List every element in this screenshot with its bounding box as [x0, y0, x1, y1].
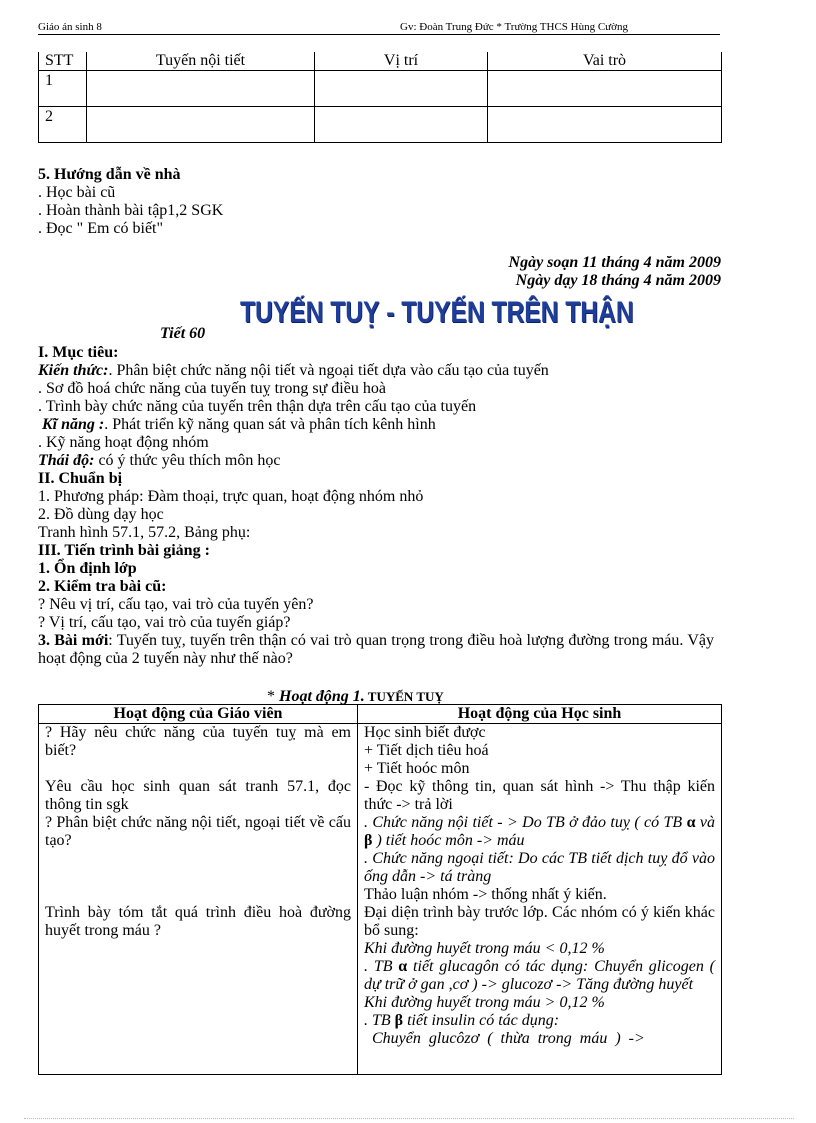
attitude-label: Thái độ:: [38, 452, 95, 469]
prep-item: Tranh hình 57.1, 57.2, Bảng phụ:: [38, 524, 251, 541]
alpha-symbol: α: [686, 814, 696, 831]
homework-section: [38, 166, 728, 238]
lesson-title: TUYẾN TUỴ - TUYẾN TRÊN THẬN: [240, 296, 634, 329]
beta-symbol: β: [394, 1012, 404, 1029]
lesson-period: Tiết 60: [160, 325, 206, 342]
student-cell: [358, 724, 722, 1075]
student-endocrine: [364, 814, 715, 850]
student-high-glucose: Khi đường huyết trong máu > 0,12 %: [364, 994, 605, 1011]
homework-item: . Đọc " Em có biết": [38, 220, 164, 237]
header-left: Giáo án sinh 8: [38, 21, 102, 33]
activity-table: [38, 704, 722, 1075]
homework-item: . Hoàn thành bài tập1,2 SGK: [38, 202, 224, 219]
teacher-cell: [39, 724, 358, 1075]
prep-item: 1. Phương pháp: Đàm thoại, trực quan, hoạt động nhóm nhỏ: [38, 488, 424, 505]
student-glucagon: [364, 958, 715, 994]
insulin-prefix: . TB: [364, 1012, 395, 1029]
alpha-symbol: α: [398, 958, 408, 975]
attitude-text: có ý thức yêu thích môn học: [94, 452, 281, 469]
table-row: [39, 71, 722, 107]
col-role: Vai trò: [488, 52, 722, 71]
student-line: Thảo luận nhóm -> thống nhất ý kiến.: [364, 886, 607, 903]
glucagon-prefix: . TB: [364, 958, 399, 975]
table-row: [39, 724, 722, 1075]
prep-item: 2. Đồ dùng dạy học: [38, 506, 164, 523]
section-objectives: I. Mục tiêu:: [38, 344, 119, 361]
student-line: - Đọc kỹ thông tin, quan sát hình -> Thu thập kiến thức -> trả lời: [364, 778, 715, 813]
cell-stt: 2: [39, 107, 87, 143]
process-step-1: 1. Ổn định lớp: [38, 560, 137, 577]
homework-title: 5. Hướng dẫn về nhà: [38, 166, 181, 183]
cell: [315, 107, 488, 143]
knowledge-text: . Phân biệt chức năng nội tiết và ngoại tiết dựa vào cấu tạo của tuyến: [108, 362, 549, 379]
page-divider: [24, 1118, 794, 1119]
teacher-question: Trình bày tóm tắt quá trình điều hoà đường huyết trong máu ?: [45, 904, 351, 939]
cell: [488, 107, 722, 143]
section-process: III. Tiến trình bài giảng :: [38, 542, 210, 559]
new-lesson-label: 3. Bài mới: [38, 632, 109, 649]
col-position: Vị trí: [315, 52, 488, 71]
gland-table-header: [39, 52, 722, 71]
lesson-body: [38, 344, 728, 668]
new-lesson-intro: [38, 632, 714, 668]
knowledge-item: . Sơ đồ hoá chức năng của tuyến tuỵ trong sự điều hoà: [38, 380, 386, 397]
insulin-text: tiết insulin có tác dụng:: [403, 1012, 560, 1029]
student-insulin-effect: Chuyển glucôzơ ( thừa trong máu ) ->: [364, 1030, 645, 1047]
skill-item: . Kỹ năng hoạt động nhóm: [38, 434, 209, 451]
student-exocrine: . Chức năng ngoại tiết: Do các TB tiết dịch tuỵ đổ vào ống dẫn -> tá tràng: [364, 850, 715, 885]
new-lesson-text: : Tuyến tuỵ, tuyến trên thận có vai trò quan trọng trong điều hoà lượng đường trong máu. Vậy hoạt động của 2 tuyến này như thế nào?: [38, 632, 715, 667]
student-line: Đại diện trình bày trước lớp. Các nhóm có ý kiến khác bổ sung:: [364, 904, 715, 939]
teacher-question: ? Hãy nêu chức năng của tuyến tuỵ mà em biết?: [45, 724, 351, 759]
endocrine-text: . Chức năng nội tiết - > Do TB ở đảo tuỵ ( có TB: [364, 814, 687, 831]
student-line: + Tiết hoóc môn: [364, 760, 470, 777]
activity-topic: TUYẾN TUỴ: [364, 689, 444, 704]
review-question: ? Nêu vị trí, cấu tạo, vai trò của tuyến yên?: [38, 596, 314, 613]
skill-text: . Phát triển kỹ năng quan sát và phân tích kênh hình: [104, 416, 436, 433]
knowledge-item: . Trình bày chức năng của tuyến trên thận dựa trên cấu tạo của tuyến: [38, 398, 477, 415]
cell: [87, 71, 315, 107]
teach-date: Ngày dạy 18 tháng 4 năm 2009: [515, 272, 721, 289]
teacher-instruction: Yêu cầu học sinh quan sát tranh 57.1, đọc thông tin sgk: [45, 778, 351, 813]
homework-item: . Học bài cũ: [38, 184, 116, 201]
student-line: + Tiết dịch tiêu hoá: [364, 742, 489, 759]
activity-table-header: [39, 705, 722, 724]
col-student: Hoạt động của Học sinh: [358, 705, 722, 724]
page-header: [38, 18, 720, 35]
col-gland: Tuyến nội tiết: [87, 52, 315, 71]
skill-label: Kĩ năng :: [42, 416, 105, 433]
cell: [488, 71, 722, 107]
cell-stt: 1: [39, 71, 87, 107]
endocrine-end: ) tiết hoóc môn -> máu: [372, 832, 525, 849]
col-teacher: Hoạt động của Giáo viên: [39, 705, 358, 724]
review-question: ? Vị trí, cấu tạo, vai trò của tuyến giáp?: [38, 614, 291, 631]
teacher-question: ? Phân biệt chức năng nội tiết, ngoại tiết về cấu tạo?: [45, 814, 351, 849]
prep-date: Ngày soạn 11 tháng 4 năm 2009: [508, 254, 721, 271]
beta-symbol: β: [364, 832, 373, 849]
header-right: Gv: Đoàn Trung Đức * Trường THCS Hùng Cường: [400, 21, 628, 33]
cell: [315, 71, 488, 107]
glucagon-text: tiết glucagôn có tác dụng: Chuyển glicogen ( dự trữ ở gan ,cơ ) -> glucozơ -> Tăng đường huyết: [364, 958, 715, 993]
student-line: Học sinh biết được: [364, 724, 486, 741]
process-step-2: 2. Kiểm tra bài cũ:: [38, 578, 167, 595]
activity-prefix: *: [267, 688, 279, 705]
section-preparation: II. Chuẩn bị: [38, 470, 123, 487]
col-stt: STT: [39, 52, 87, 71]
knowledge-label: Kiến thức:: [38, 362, 109, 379]
lesson-dates: [509, 254, 721, 290]
endocrine-and: và: [695, 814, 715, 831]
activity-title: Hoạt động 1.: [279, 688, 365, 705]
student-low-glucose: Khi đường huyết trong máu < 0,12 %: [364, 940, 605, 957]
cell: [87, 107, 315, 143]
student-insulin: [364, 1012, 715, 1030]
table-row: [39, 107, 722, 143]
gland-table: [38, 52, 722, 143]
